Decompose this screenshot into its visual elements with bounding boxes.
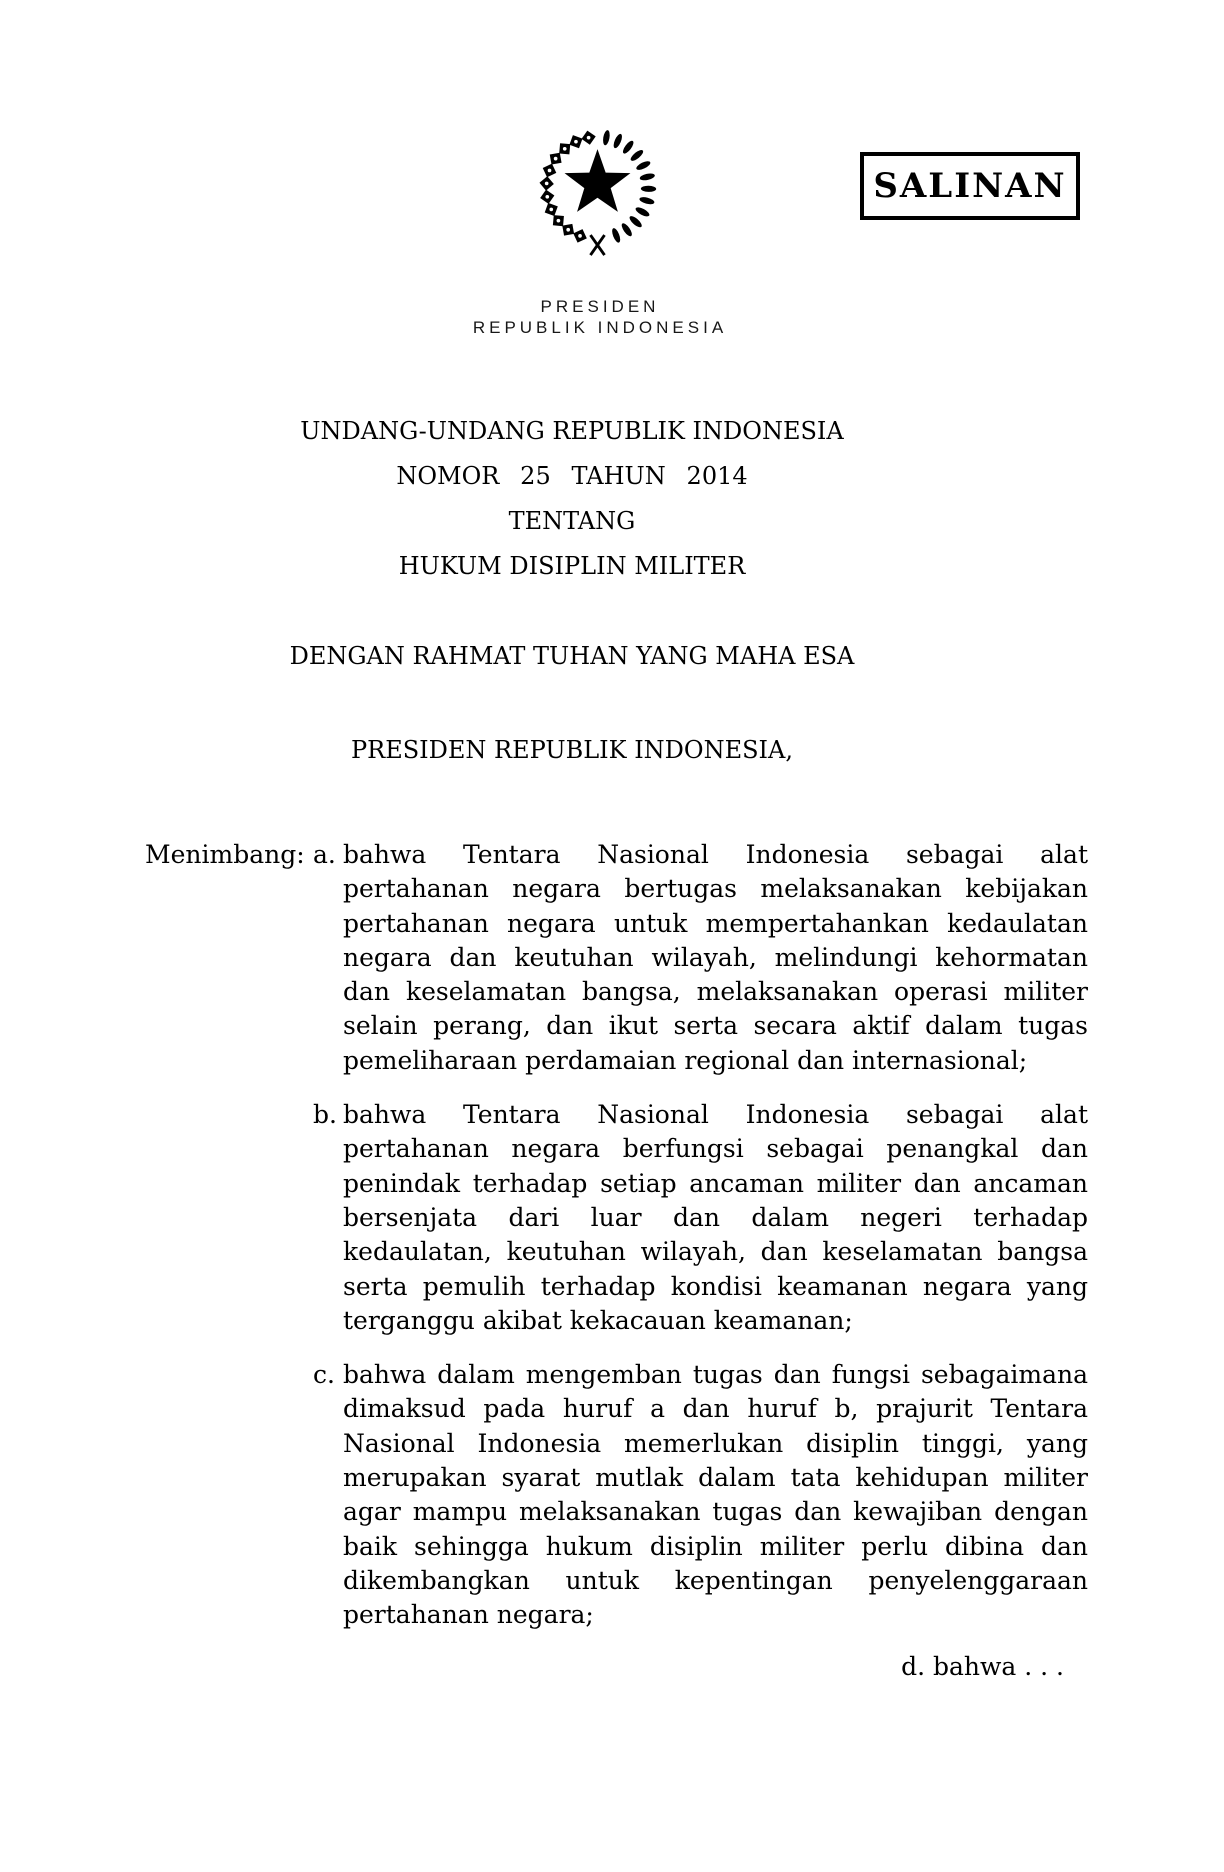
considering-item-a — [145, 838, 1090, 1078]
considering-item-c — [145, 1358, 1090, 1632]
presidential-seal-icon — [524, 116, 672, 270]
letterhead-republik-indonesia: REPUBLIK INDONESIA — [472, 318, 728, 337]
law-title-line1: UNDANG-UNDANG REPUBLIK INDONESIA — [300, 417, 844, 445]
item-marker-a: a. — [313, 840, 336, 869]
item-text-a: bahwa Tentara Nasional Indonesia sebagai alat pertahanan negara bertugas melaksanakan kebijakan pertahanan negara untuk mempertahankan kedaulatan negara dan keutuhan wilayah, melindungi kehormatan dan keselamatan bangsa, melaksanakan operasi militer selain perang, dan ikut serta secara aktif dalam tugas pemeliharaan perdamaian regional dan internasional; — [343, 840, 1088, 1075]
item-marker-c: c. — [313, 1360, 335, 1390]
law-title-subject: HUKUM DISIPLIN MILITER — [398, 552, 746, 580]
item-text-c: bahwa dalam mengemban tugas dan fungsi sebagaimana dimaksud pada huruf a dan huruf b, prajurit Tentara Nasional Indonesia memerlukan disiplin tinggi, yang merupakan syarat mutlak dalam tata kehidupan militer agar mampu melaksanakan tugas dan kewajiban dengan baik sehingga hukum disiplin militer perlu dibina dan dikembangkan untuk kepentingan penyelenggaraan pertahanan negara; — [343, 1360, 1088, 1630]
letterhead-presiden: PRESIDEN — [540, 297, 660, 316]
authority-line: PRESIDEN REPUBLIK INDONESIA, — [350, 736, 793, 764]
salinan-stamp — [860, 152, 1080, 220]
catchword: d. bahwa . . . — [901, 1652, 1064, 1681]
law-title-tentang: TENTANG — [508, 507, 636, 535]
item-text-b: bahwa Tentara Nasional Indonesia sebagai alat pertahanan negara berfungsi sebagai penangkal dan penindak terhadap setiap ancaman militer dan ancaman bersenjata dari luar dan dalam negeri terhadap kedaulatan, keutuhan wilayah, dan keselamatan bangsa serta pemulih terhadap kondisi keamanan negara yang terganggu akibat kekacauan keamanan; — [343, 1100, 1088, 1335]
law-title-number: NOMOR 25 TAHUN 2014 — [396, 462, 748, 490]
invocation-line: DENGAN RAHMAT TUHAN YANG MAHA ESA — [289, 642, 855, 670]
considering-label: Menimbang: — [145, 840, 305, 869]
item-marker-b: b. — [313, 1100, 337, 1130]
law-title — [222, 409, 922, 589]
salinan-stamp-label: SALINAN — [873, 166, 1067, 206]
star-icon — [565, 149, 631, 212]
letterhead — [430, 296, 770, 338]
considering-item-b — [145, 1098, 1090, 1338]
considering-section — [145, 838, 1090, 1653]
